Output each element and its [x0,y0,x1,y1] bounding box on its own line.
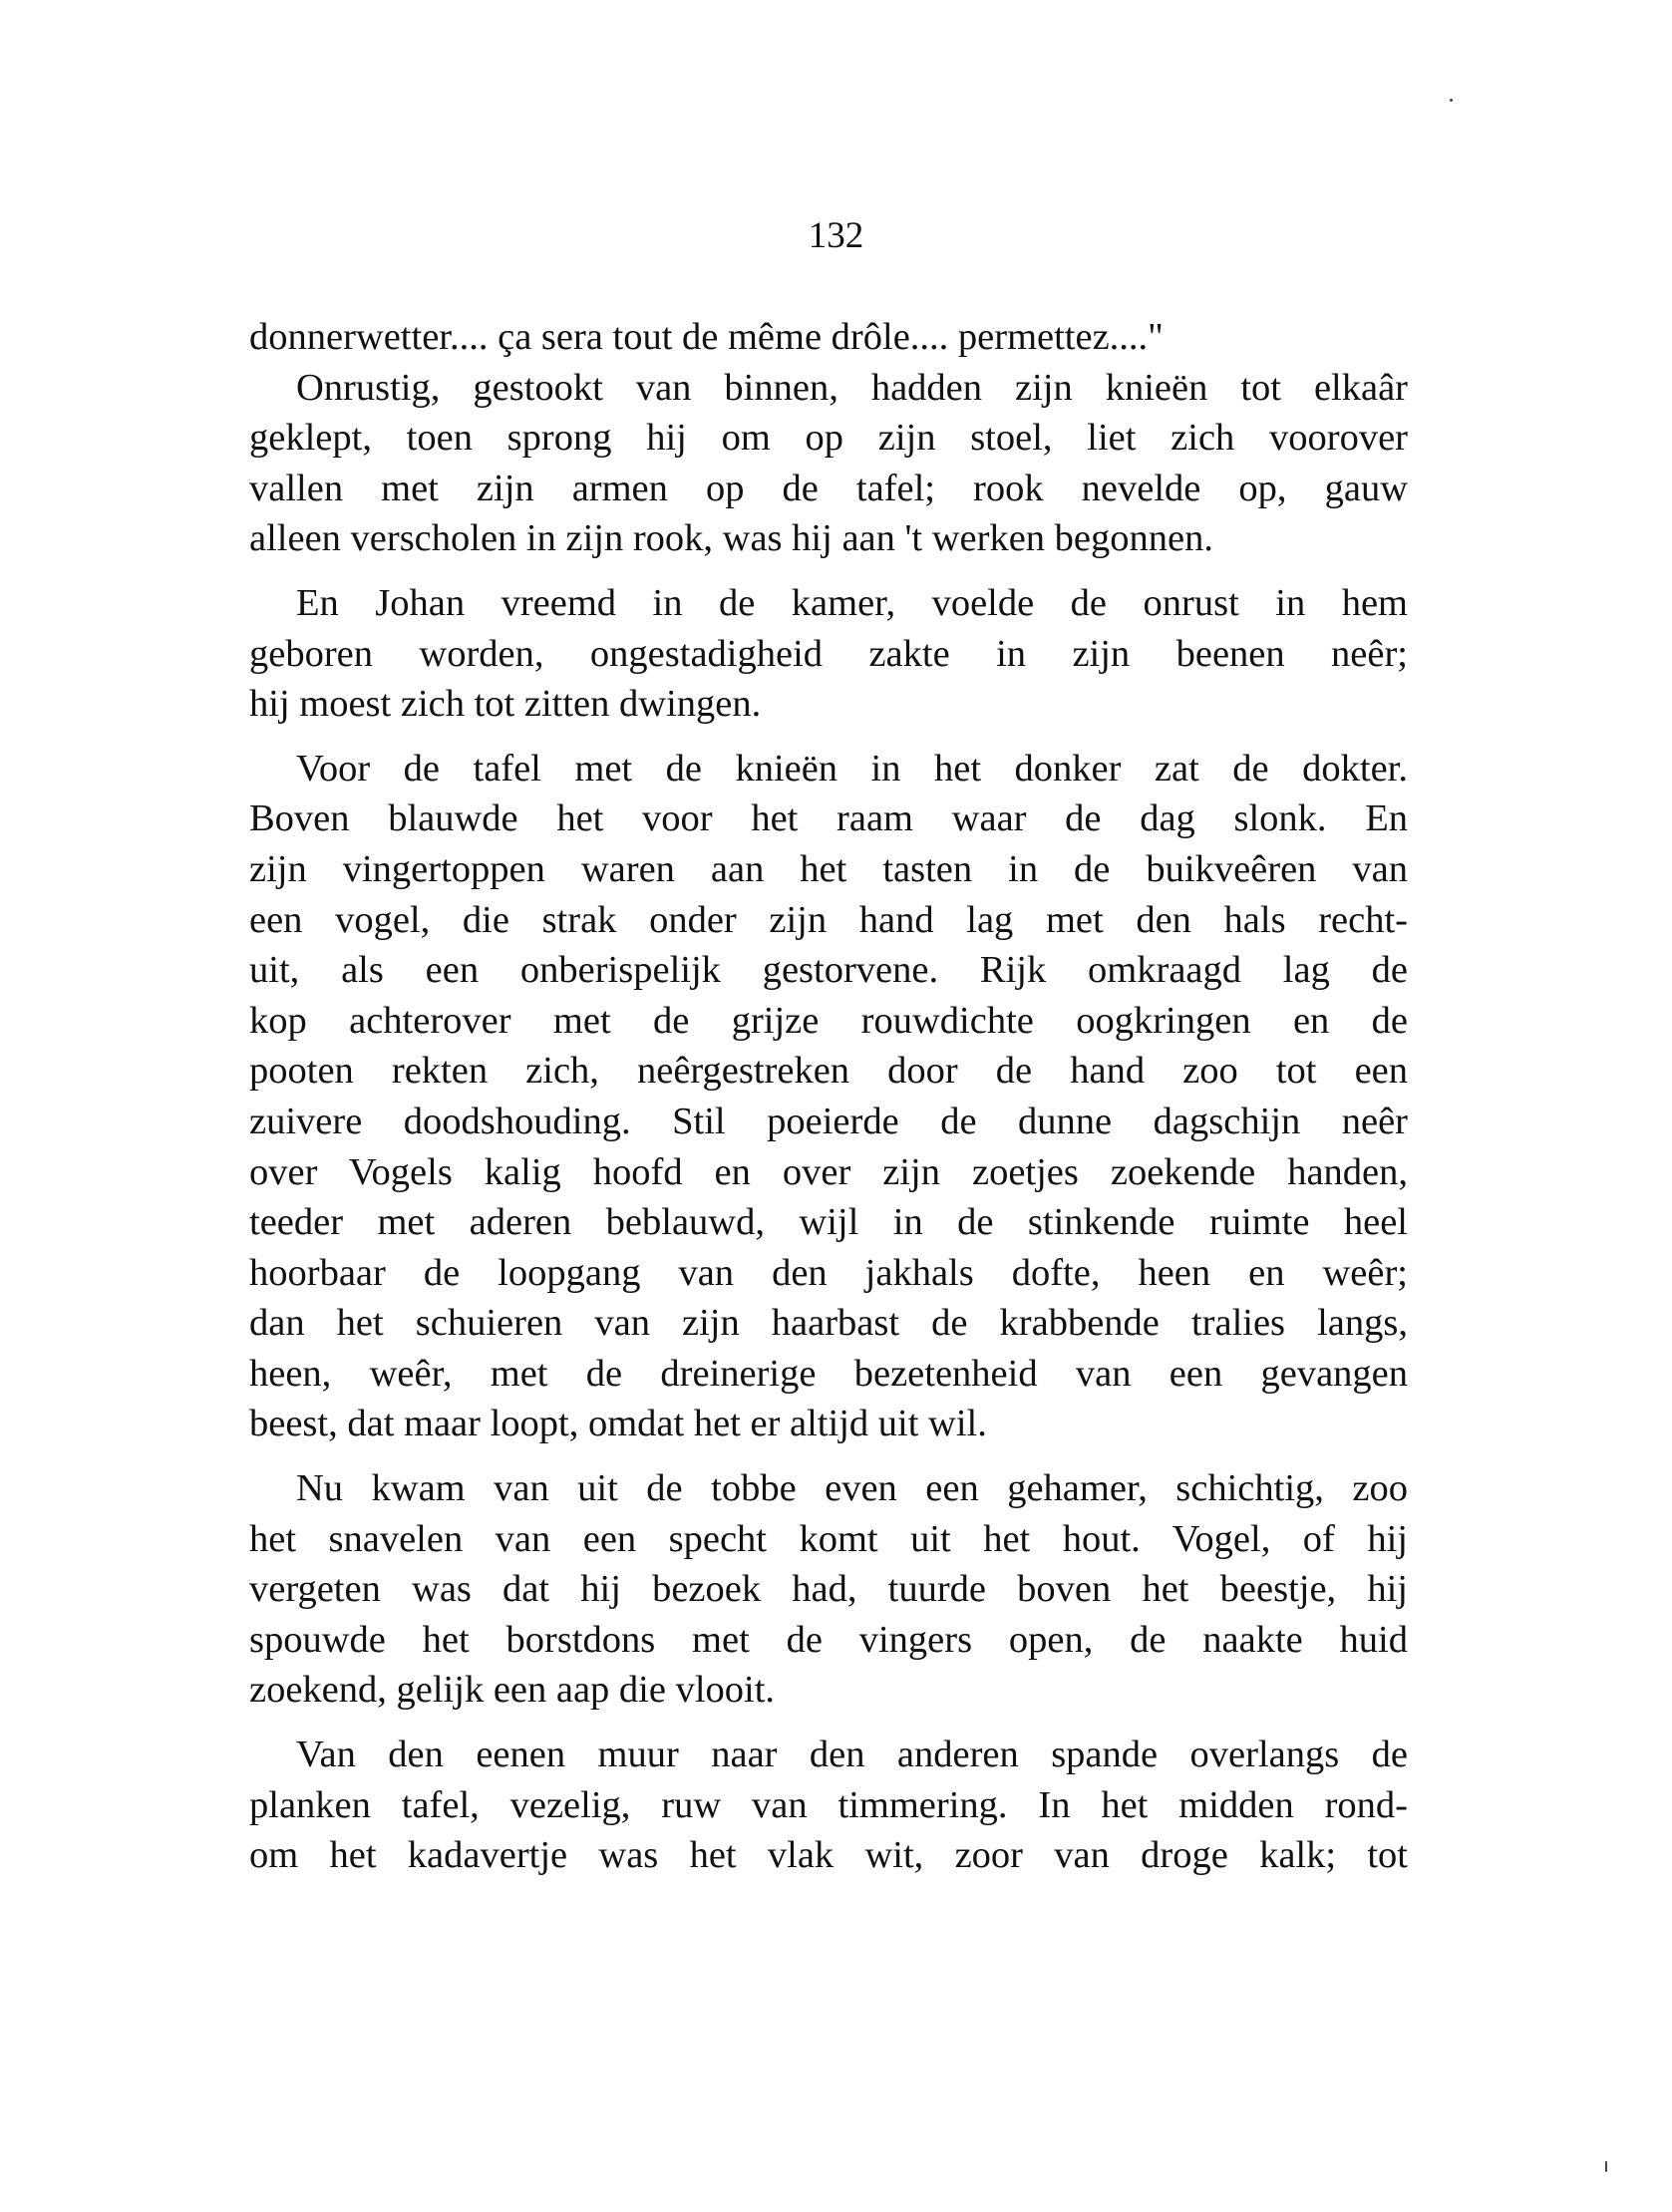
text-line: hij moest zich tot zitten dwingen. [249,683,762,726]
scan-speck [1605,2161,1607,2172]
text-line: zoekend, gelijk een aap die vlooit. [249,1669,776,1712]
text-line: teeder met aderen beblauwd, wijl in de stinkende ruimte heel [249,1201,1408,1244]
text-line: planken tafel, vezelig, ruw van timmering. In het midden rond- [249,1783,1408,1826]
text-line: over Vogels kalig hoofd en over zijn zoetjes zoekende handen, [249,1150,1408,1193]
paragraph-continuation [249,312,1408,363]
text-line: heen, weêr, met de dreinerige bezetenheid van een gevangen [249,1352,1408,1395]
text-line: zijn vingertoppen waren aan het tasten in de buikveêren van [249,847,1408,890]
page-number: 132 [808,215,864,256]
text-line: vallen met zijn armen op de tafel; rook nevelde op, gauw [249,467,1408,509]
text-line: Van den eenen muur naar den anderen spande overlangs de [296,1734,1408,1776]
text-line: het snavelen van een specht komt uit het hout. Vogel, of hij [249,1517,1408,1560]
paragraph-van-den-eenen [249,1730,1408,1881]
paragraph-onrustig [249,363,1408,564]
text-line: pooten rekten zich, neêrgestreken door de hand zoo tot een [249,1050,1408,1093]
text-line: een vogel, die strak onder zijn hand lag met den hals recht- [249,898,1408,941]
text-line: Boven blauwde het voor het raam waar de dag slonk. En [249,797,1408,840]
text-line: vergeten was dat hij bezoek had, tuurde boven het beestje, hij [249,1568,1408,1611]
body-text [249,312,1408,1881]
text-line: beest, dat maar loopt, omdat het er altijd uit wil. [249,1403,987,1445]
text-line: alleen verscholen in zijn rook, was hij aan 't werken begonnen. [249,517,1213,560]
text-line: En Johan vreemd in de kamer, voelde de onrust in hem [296,581,1408,624]
text-line: spouwde het borstdons met de vingers open, de naakte huid [249,1618,1408,1661]
text-line: Nu kwam van uit de tobbe even een gehamer, schichtig, zoo [296,1467,1408,1510]
paragraph-nu-kwam [249,1463,1408,1716]
text-line: geklept, toen sprong hij om op zijn stoel, liet zich voorover [249,417,1408,460]
text-line: Voor de tafel met de knieën in het donker zat de dokter. [296,747,1408,790]
text-line: om het kadavertje was het vlak wit, zoor van droge kalk; tot [249,1834,1408,1877]
scan-speck [1450,99,1453,102]
text-line: kop achterover met de grijze rouwdichte oogkringen en de [249,999,1408,1042]
text-line: geboren worden, ongestadigheid zakte in zijn beenen neêr; [249,632,1408,675]
text-line: uit, als een onberispelijk gestorvene. Rijk omkraagd lag de [249,949,1408,992]
text-line: dan het schuieren van zijn haarbast de krabbende tralies langs, [249,1302,1408,1345]
text-line: donnerwetter.... ça sera tout de même drôle.... permettez...." [249,316,1164,358]
text-line: hoorbaar de loopgang van den jakhals dofte, heen en weêr; [249,1251,1408,1294]
text-line: Onrustig, gestookt van binnen, hadden zijn knieën tot elkaâr [296,366,1408,409]
paragraph-johan [249,578,1408,730]
text-line: zuivere doodshouding. Stil poeierde de dunne dagschijn neêr [249,1100,1408,1142]
paragraph-voor-de-tafel [249,744,1408,1449]
